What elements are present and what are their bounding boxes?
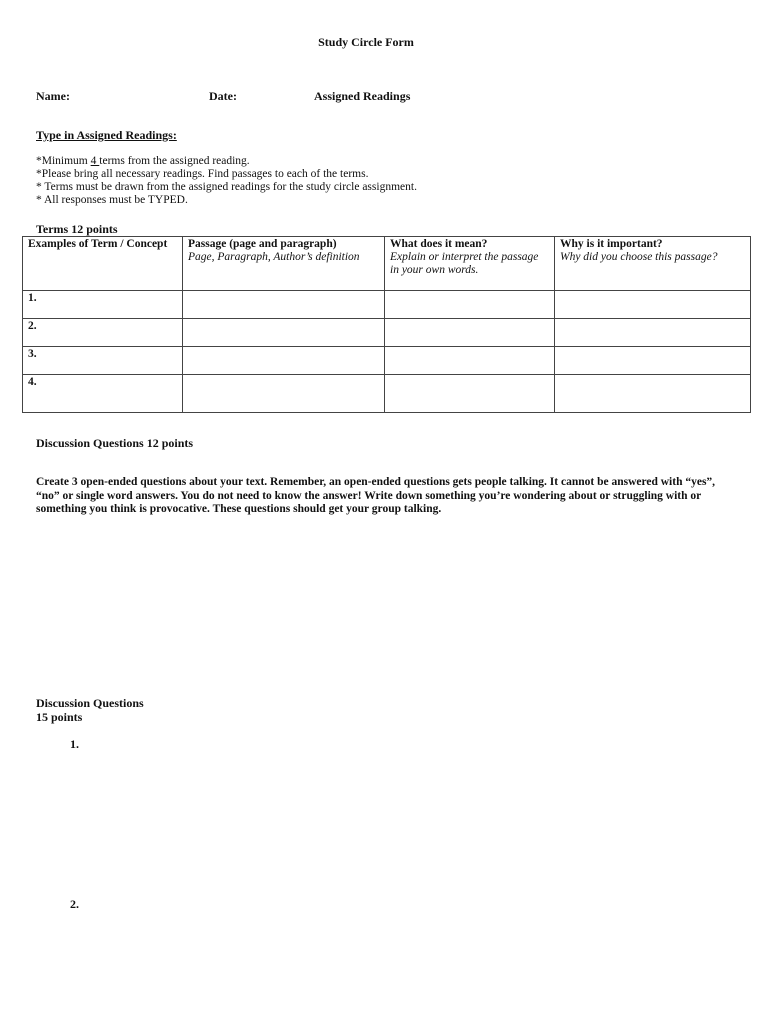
instruction-minimum-terms [36, 155, 250, 167]
importance-cell[interactable] [555, 375, 751, 413]
column-header-passage [183, 237, 385, 291]
column-header-term [23, 237, 183, 291]
column-header-meaning [385, 237, 555, 291]
name-label: Name: [36, 89, 70, 103]
assigned-readings-label: Assigned Readings [314, 89, 411, 103]
term-cell[interactable] [23, 375, 183, 413]
instruction-bring-readings: *Please bring all necessary readings. Find passages to each of the terms. [36, 168, 369, 180]
meaning-cell[interactable] [385, 347, 555, 375]
importance-cell[interactable] [555, 291, 751, 319]
discussion-instructions: Create 3 open-ended questions about your text. Remember, an open-ended questions gets people talking. It cannot be answered with “yes”, “no” or single word answers. You do not need to know the answer! Write down something you’re wondering about or struggling with or something you think is provocative. These questions should get your group talking. [36, 476, 716, 515]
discussion-questions-points: 15 points [36, 710, 83, 724]
type-in-readings-heading: Type in Assigned Readings: [36, 128, 177, 142]
instruction-typed: * All responses must be TYPED. [36, 194, 188, 206]
column-title: What does it mean? [390, 238, 488, 250]
table-row [23, 347, 751, 375]
importance-cell[interactable] [555, 347, 751, 375]
question-number: 2. [70, 897, 79, 911]
discussion-questions-heading: Discussion Questions 12 points [36, 436, 194, 450]
meaning-cell[interactable] [385, 319, 555, 347]
importance-cell[interactable] [555, 319, 751, 347]
page-title: Study Circle Form [318, 35, 414, 49]
table-row [23, 319, 751, 347]
passage-cell[interactable] [183, 347, 385, 375]
column-subtitle: Page, Paragraph, Author’s definition [188, 251, 360, 263]
discussion-questions-section-title: Discussion Questions [36, 696, 144, 710]
question-number: 1. [70, 737, 79, 751]
passage-cell[interactable] [183, 375, 385, 413]
row-number: 2. [28, 320, 37, 332]
column-title: Why is it important? [560, 238, 663, 250]
row-number: 4. [28, 376, 37, 388]
column-subtitle: Why did you choose this passage? [560, 251, 718, 263]
table-row [23, 291, 751, 319]
instruction-term-count: 4 [90, 155, 100, 167]
table-header-row [23, 237, 751, 291]
passage-cell[interactable] [183, 319, 385, 347]
term-cell[interactable] [23, 291, 183, 319]
row-number: 3. [28, 348, 37, 360]
table-row [23, 375, 751, 413]
row-number: 1. [28, 292, 37, 304]
term-cell[interactable] [23, 347, 183, 375]
term-cell[interactable] [23, 319, 183, 347]
column-header-importance [555, 237, 751, 291]
instruction-terms-source: * Terms must be drawn from the assigned readings for the study circle assignment. [36, 181, 417, 193]
terms-table [22, 236, 751, 413]
column-title: Examples of Term / Concept [28, 238, 168, 250]
column-subtitle: Explain or interpret the passage in your own words. [390, 251, 539, 276]
meaning-cell[interactable] [385, 291, 555, 319]
column-title: Passage (page and paragraph) [188, 238, 337, 250]
date-label: Date: [209, 89, 237, 103]
passage-cell[interactable] [183, 291, 385, 319]
meaning-cell[interactable] [385, 375, 555, 413]
instruction-prefix: *Minimum [36, 155, 91, 167]
instruction-suffix: terms from the assigned reading. [99, 155, 250, 167]
terms-heading: Terms 12 points [36, 222, 118, 236]
